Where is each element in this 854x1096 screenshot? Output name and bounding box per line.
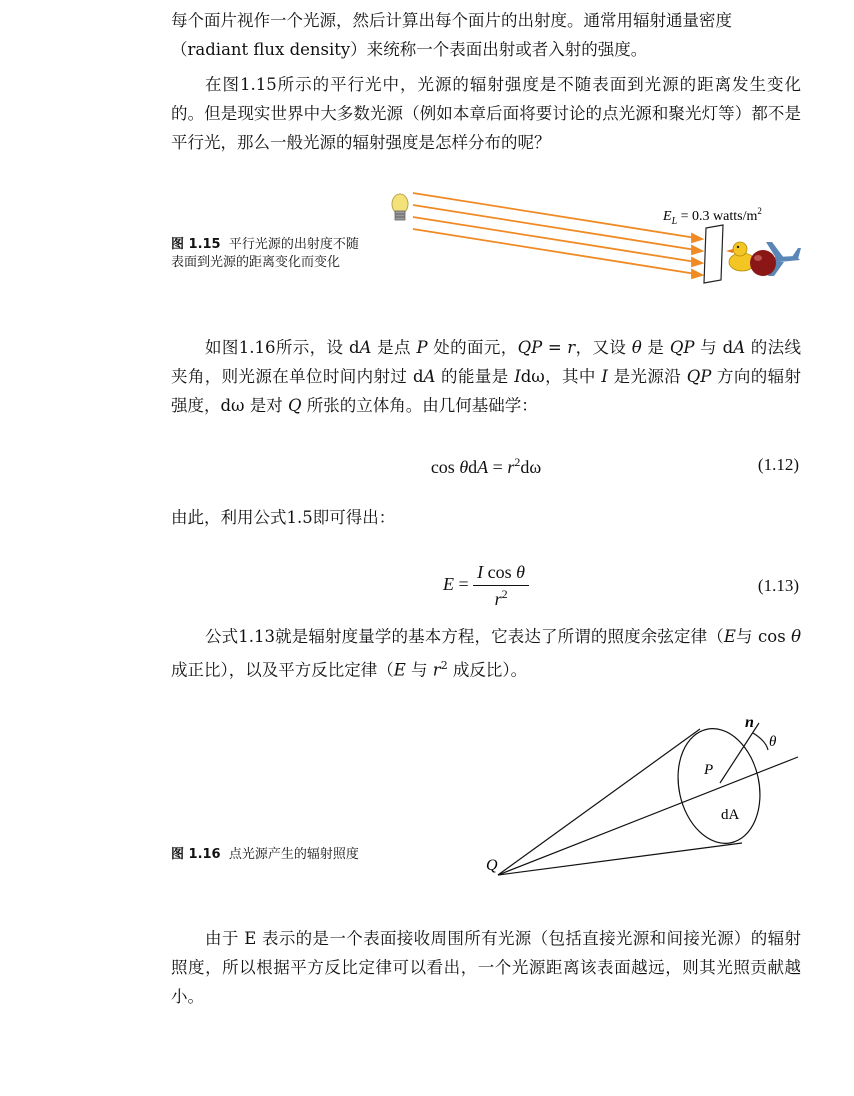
eq-denominator	[473, 586, 529, 610]
text-run: 是	[641, 338, 670, 357]
area-dA-label: dA	[721, 807, 740, 823]
math-QP: QP	[517, 338, 543, 357]
math-Q: Q	[288, 396, 302, 415]
text-run: 与	[405, 660, 433, 680]
eq-text: d	[468, 457, 478, 477]
paragraph-1-line-1: 每个面片视作一个光源，然后计算出每个面片的出射度。通常用辐射通量密度	[171, 11, 732, 30]
text-run: 处的面元，	[427, 338, 518, 357]
eq-equals: =	[488, 457, 508, 477]
angle-arc	[753, 733, 768, 750]
equation-1-13-body	[171, 562, 801, 610]
eq-I: I	[477, 562, 484, 582]
point-Q-label: Q	[486, 857, 498, 874]
math-I: I	[514, 367, 521, 386]
eq-A: A	[477, 457, 489, 477]
text-run: 成反比）。	[447, 660, 528, 680]
math-P: P	[416, 338, 428, 357]
normal-label: n	[745, 714, 754, 731]
eq-theta: θ	[516, 562, 525, 582]
paragraph-4: 由此，利用公式1.5即可得出：	[171, 508, 396, 527]
figure-1-15-label: 图 1.15	[171, 237, 221, 252]
text-run: 的能量是	[435, 367, 515, 386]
text-run: 公式1.13就是辐射度量学的基本方程，它表达了所谓的照度余弦定律（	[205, 627, 724, 646]
math-QP: QP	[669, 338, 695, 357]
math-r: r	[432, 660, 441, 680]
text-run: ，又设	[575, 338, 632, 357]
text-run: =	[542, 338, 568, 357]
eq-sup: 2	[514, 455, 521, 469]
math-A: A	[423, 367, 436, 386]
light-bulb-icon	[392, 194, 408, 220]
text-run: 与 d	[694, 338, 734, 357]
cone-lower-edge	[498, 843, 742, 875]
paragraph-1-line-2: （radiant flux density）来统称一个表面出射或者入射的强度。	[171, 40, 648, 59]
receiving-surface	[704, 225, 723, 283]
math-sup: 2	[440, 659, 448, 672]
text-run: 所张的立体角。由几何基础学：	[301, 396, 538, 415]
paragraph-5	[171, 622, 801, 685]
equation-1-13	[171, 562, 801, 612]
equation-number: (1.12)	[757, 455, 799, 474]
figure-1-16-label: 图 1.16	[171, 847, 221, 862]
red-ball-icon	[750, 250, 776, 276]
eq-sup: 2	[501, 587, 508, 601]
math-A: A	[359, 338, 372, 357]
text-run: 如图1.16所示，设 d	[205, 338, 360, 357]
paragraph-3	[171, 333, 801, 420]
text-run: dω，其中	[520, 367, 602, 386]
eq-r: r	[494, 589, 502, 609]
math-theta: θ	[631, 338, 642, 357]
equation-number: (1.13)	[757, 576, 799, 595]
paragraph-6: 由于 E 表示的是一个表面接收周围所有光源（包括直接光源和间接光源）的辐射照度，所以根据平方反比定律可以看出，一个光源距离该表面越远，则其光照贡献越小。	[171, 929, 801, 1006]
text-run: 方向的辐射强度，dω 是对	[171, 367, 802, 415]
text-run: 是点	[371, 338, 417, 357]
eq-fraction	[473, 562, 529, 610]
figure-1-15-caption-text: 平行光源的出射度不随表面到光源的距离变化而变化	[171, 237, 359, 270]
point-P-label: P	[704, 762, 714, 778]
math-QP: QP	[686, 367, 712, 386]
math-A: A	[733, 338, 746, 357]
eq-r: r	[507, 457, 515, 477]
eq-text: cos	[430, 457, 460, 477]
math-E: E	[723, 627, 736, 646]
paragraph-2: 在图1.15所示的平行光中，光源的辐射强度是不随表面到光源的距离发生变化的。但是现实世界中大多数光源（例如本章后面将要讨论的点光源和聚光灯等）都不是平行光，那么一般光源的辐射强度是怎样分布的呢？	[171, 75, 801, 152]
equation-1-12	[171, 455, 801, 495]
math-r: r	[567, 338, 576, 357]
text-run: 与 cos	[735, 627, 792, 646]
equation-1-12-body	[171, 455, 801, 478]
figure-1-15	[380, 180, 810, 290]
eq-theta: θ	[459, 457, 469, 477]
text-run: 的法线夹角，则光源在单位时间内射过 d	[171, 338, 801, 386]
theta-label: θ	[769, 734, 777, 750]
cone-upper-edge	[498, 729, 700, 875]
figure-1-16-caption-text: 点光源产生的辐射照度	[228, 847, 359, 862]
eq-numerator	[473, 562, 529, 586]
text-run: 成正比），以及平方反比定律（	[171, 660, 394, 680]
eq-text: dω	[520, 457, 542, 477]
eq-E: E	[443, 574, 454, 595]
paragraph-1	[171, 6, 801, 64]
figure-1-16	[480, 705, 810, 890]
irradiance-label: $E_L = 0.3$ watts/$m^2$	[663, 206, 762, 227]
parallel-light-rays	[413, 193, 702, 278]
line-QP-extended	[498, 757, 798, 875]
eq-equals: =	[454, 574, 474, 595]
text-run: 是光源沿	[607, 367, 687, 386]
figure-1-15-caption	[171, 236, 371, 272]
math-theta: θ	[791, 627, 801, 646]
eq-text: cos	[483, 562, 517, 582]
math-E: E	[393, 660, 406, 680]
figure-1-16-caption	[171, 846, 371, 864]
math-I: I	[601, 367, 608, 386]
